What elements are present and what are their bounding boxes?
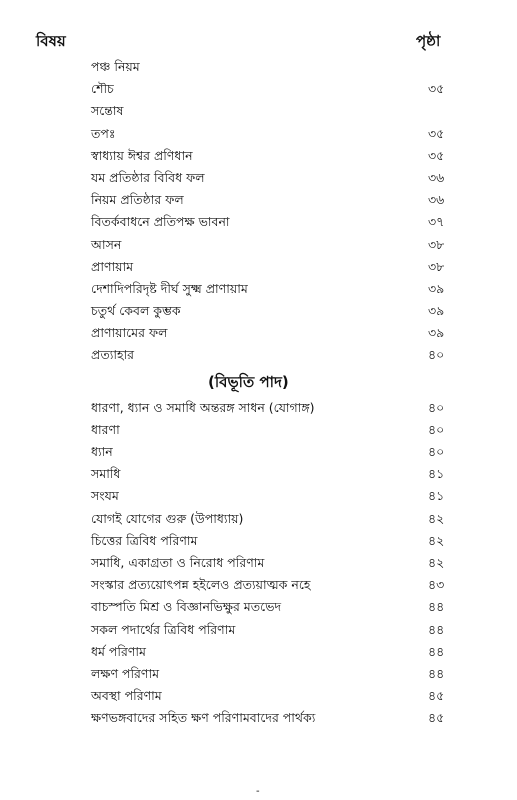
toc-entry-page: ৪৩ — [428, 577, 445, 593]
toc-entry — [0, 685, 517, 707]
page-column-heading: পৃষ্ঠা — [416, 32, 441, 50]
toc-entry — [0, 234, 517, 256]
toc-entry — [0, 78, 517, 100]
toc-entry-page: ৪০ — [428, 421, 445, 437]
toc-entry — [0, 123, 517, 145]
toc-entry-page: ৪৪ — [428, 665, 445, 681]
toc-entry-page: ৪৫ — [428, 710, 445, 726]
toc-entry-page: ৩৫ — [428, 147, 445, 163]
toc-entry-page: ৪০ — [428, 347, 445, 363]
toc-entry — [0, 485, 517, 507]
toc-entry-title: ধারণা, ধ্যান ও সমাধি অন্তরঙ্গ সাধন (যোগাঙ্গ) — [91, 399, 315, 415]
toc-entry-title: বিতর্কবাধনে প্রতিপক্ষ ভাবনা — [91, 214, 230, 230]
toc-entry-page: ৪০ — [428, 399, 445, 415]
toc-entry-page: ৩৯ — [428, 325, 445, 341]
toc-entry — [0, 256, 517, 278]
toc-entry-page: ৩৯ — [428, 303, 445, 319]
subject-column-heading: বিষয় — [36, 32, 66, 50]
toc-entry-page: ৪২ — [428, 532, 445, 548]
toc-entry-title: সংস্কার প্রত্যয়োৎপন্ন হইলেও প্রত্যয়াত্মক নহে — [91, 577, 311, 593]
toc-entry-page: ৪৪ — [428, 599, 445, 615]
toc-entry-title: শৌচ — [91, 81, 114, 97]
toc-entry — [0, 663, 517, 685]
toc-entry — [0, 574, 517, 596]
toc-entry — [0, 552, 517, 574]
toc-entry — [0, 278, 517, 300]
section-heading — [0, 367, 517, 397]
toc-entry-title: আসন — [91, 236, 122, 252]
toc-entry — [0, 322, 517, 344]
toc-entry-title: সংযম — [91, 488, 119, 504]
section-heading-text: (বিভূতি পাদ) — [208, 372, 289, 391]
toc-entry-title: সমাধি, একাগ্রতা ও নিরোধ পরিণাম — [91, 554, 265, 570]
toc-entry-page: ৪৪ — [428, 621, 445, 637]
toc-entry-title: সন্তোষ — [91, 103, 124, 119]
toc-entry-page: ৩৬ — [428, 192, 445, 208]
toc-entry — [0, 167, 517, 189]
toc-entry — [0, 641, 517, 663]
toc-entry-page: ৩৫ — [428, 81, 445, 97]
toc-entry-page: ৪১ — [428, 488, 445, 504]
toc-entries — [0, 56, 517, 729]
toc-entry-page: ৪১ — [428, 466, 445, 482]
toc-entry-title: নিয়ম প্রতিষ্ঠার ফল — [91, 192, 184, 208]
toc-entry — [0, 508, 517, 530]
toc-entry — [0, 189, 517, 211]
toc-entry-title: ক্ষণভঙ্গবাদের সহিত ক্ষণ পরিণামবাদের পার্থক্য — [91, 710, 316, 726]
toc-entry — [0, 530, 517, 552]
toc-entry-page: ৪৪ — [428, 643, 445, 659]
toc-entry-title: দেশাদিপরিদৃষ্ট দীর্ঘ সুক্ষ্ম প্রাণায়াম — [91, 280, 248, 296]
footer-mark: - — [256, 786, 260, 797]
toc-entry — [0, 397, 517, 419]
toc-entry-title: যম প্রতিষ্ঠার বিবিধ ফল — [91, 169, 205, 185]
toc-entry-page: ৩৮ — [428, 236, 445, 252]
toc-entry-title: পঞ্চ নিয়ম — [91, 59, 140, 74]
toc-entry-title: যোগই যোগের গুরু (উপাধ্যায়) — [91, 510, 244, 526]
toc-entry — [0, 441, 517, 463]
toc-entry-page: ৩৮ — [428, 258, 445, 274]
toc-entry — [0, 211, 517, 233]
toc-entry-page: ৪২ — [428, 510, 445, 526]
toc-entry-page: ৪৫ — [428, 688, 445, 704]
toc-entry — [0, 145, 517, 167]
toc-entry — [0, 100, 517, 122]
toc-entry-title: সমাধি — [91, 466, 121, 482]
toc-entry-page: ৩৭ — [428, 214, 445, 230]
toc-entry-title: ধ্যান — [91, 444, 113, 459]
toc-entry-title: ধারণা — [91, 421, 120, 437]
toc-entry-title: প্রাণায়াম — [91, 258, 134, 274]
toc-entry-page: ৪২ — [428, 554, 445, 570]
toc-entry — [0, 300, 517, 322]
toc-entry-title: চতুর্থ কেবল কুম্ভক — [91, 303, 181, 319]
toc-entry — [0, 463, 517, 485]
toc-entry-title: অবস্থা পরিণাম — [91, 688, 162, 704]
toc-entry-title: বাচস্পতি মিশ্র ও বিজ্ঞানভিক্ষুর মতভেদ — [91, 599, 282, 615]
toc-entry — [0, 707, 517, 729]
toc-entry-title: তপঃ — [91, 125, 116, 141]
toc-entry — [0, 619, 517, 641]
toc-entry-title: চিত্তের ত্রিবিধ পরিণাম — [91, 532, 198, 548]
toc-entry-page: ৩৫ — [428, 125, 445, 141]
toc-entry — [0, 344, 517, 366]
toc-entry-title: স্বাধ্যায় ঈশ্বর প্রণিধান — [91, 147, 193, 163]
toc-entry — [0, 596, 517, 618]
toc-entry-page: ৪০ — [428, 444, 445, 459]
toc-entry-title: সকল পদার্থের ত্রিবিধ পরিণাম — [91, 621, 236, 637]
toc-entry — [0, 419, 517, 441]
toc-entry-title: প্রাণায়ামের ফল — [91, 325, 168, 341]
toc-entry-title: লক্ষণ পরিণাম — [91, 665, 160, 681]
toc-entry-page: ৩৬ — [428, 169, 445, 185]
toc-entry-title: ধর্ম পরিণাম — [91, 643, 146, 659]
toc-entry — [0, 56, 517, 78]
toc-entry-page: ৩৯ — [428, 280, 445, 296]
toc-entry-title: প্রত্যাহার — [91, 347, 135, 363]
